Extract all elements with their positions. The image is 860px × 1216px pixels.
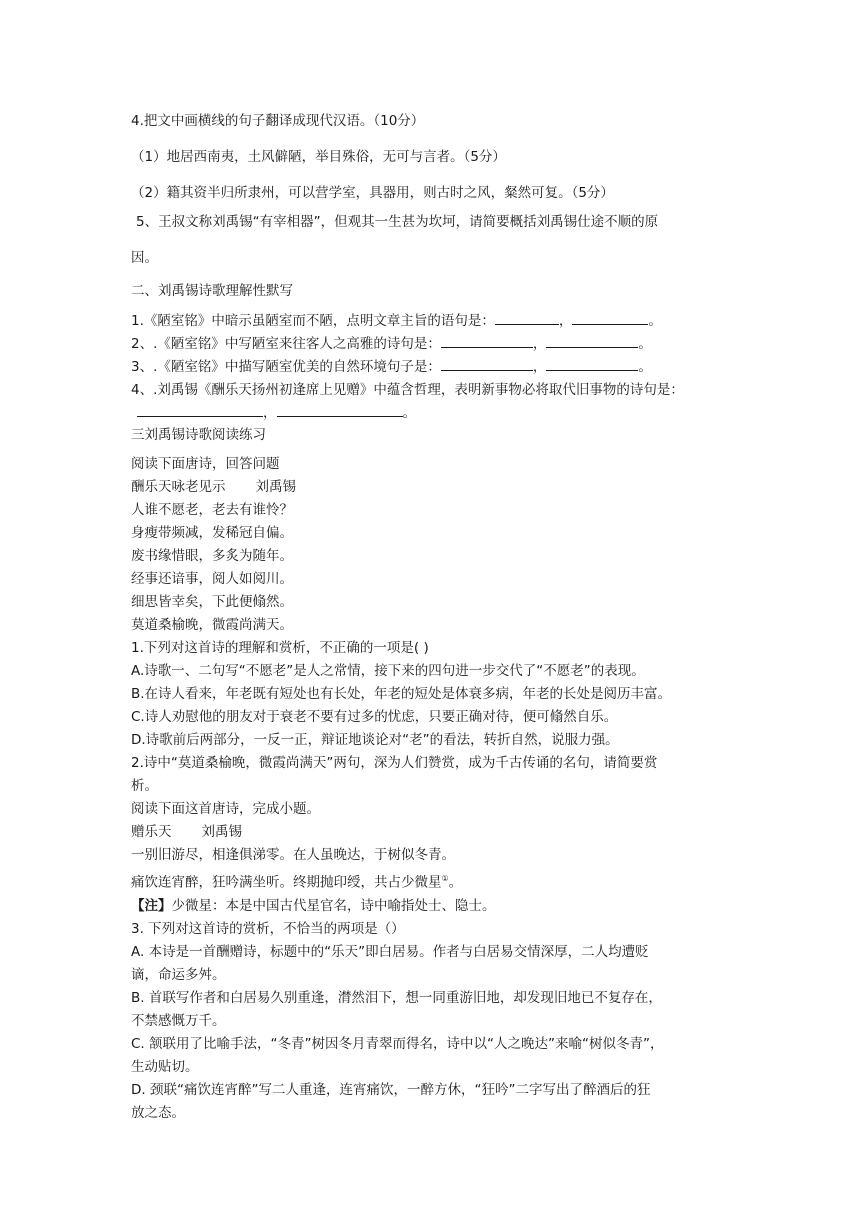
poem-1-line: 细思皆幸矣，下此便翛然。: [131, 594, 293, 610]
poem-2-heading: [131, 821, 735, 844]
answer-blank[interactable]: [546, 333, 638, 348]
fill-blank-item-4-answers: ， 。: [131, 402, 735, 425]
reading-intro-1: 阅读下面唐诗，回答问题: [131, 456, 280, 472]
section-2: [131, 280, 735, 425]
footnote-marker: ①: [441, 874, 449, 883]
fill-blank-item-1: 1.《陋室铭》中暗示虽陋室而不陋，点明文章主旨的语句是： ， 。: [131, 310, 735, 333]
question-1-option-b: B.在诗人看来，年老既有短处也有长处，年老的短处是体衰多病，年老的长处是阅历丰富。: [131, 686, 672, 702]
question-1-option-c: C.诗人劝慰他的朋友对于衰老不要有过多的忧虑，只要正确对待，便可翛然自乐。: [131, 709, 618, 725]
answer-blank[interactable]: [495, 310, 559, 325]
answer-blank[interactable]: [441, 356, 533, 371]
answer-blank[interactable]: [441, 333, 533, 348]
poem-1-line: 身瘦带频减，发稀冠自偏。: [131, 525, 293, 541]
answer-blank[interactable]: [277, 402, 403, 417]
fill-blank-item-4: 4、.刘禹锡《酬乐天扬州初逢席上见赠》中蕴含哲理，表明新事物必将取代旧事物的诗句是：: [131, 382, 684, 398]
fill-blank-item-2: 2、.《陋室铭》中写陋室来往客人之高雅的诗句是： ， 。: [131, 333, 735, 356]
note-text: 少微星：本是中国古代星官名，诗中喻指处士、隐士。: [171, 897, 496, 914]
section-2-heading: 二、刘禹锡诗歌理解性默写: [131, 283, 293, 299]
question-4-part-1: （1）地居西南夷，土风僻陋，举目殊俗，无可与言者。（5分）: [131, 149, 506, 165]
question-1-option-a: A.诗歌一、二句写“不愿老”是人之常情，接下来的四句进一步交代了“不愿老”的表现。: [131, 663, 645, 679]
poem-1-author: 刘禹锡: [255, 479, 296, 495]
question-2-line-1: 2.诗中“莫道桑榆晚，微霞尚满天”两句，深为人们赞赏，成为千古传诵的名句，请简要赏: [131, 755, 658, 771]
question-3-option-c: C. 颔联用了比喻手法，“冬青”树因冬月青翠而得名，诗中以“人之晚达”来喻“树似冬青”，: [131, 1035, 664, 1052]
section-3: [131, 424, 735, 1125]
question-4-title: 4.把文中画横线的句子翻译成现代汉语。（10分）: [131, 113, 425, 129]
poem-2-line-2: 痛饮连宵醉，狂吟满坐听。终期抛印绶，共占少微星①。: [131, 874, 463, 891]
question-3-option-a-cont: 谪，命运多舛。: [131, 966, 226, 983]
answer-blank[interactable]: [572, 310, 648, 325]
note-label: 【注】: [131, 897, 172, 914]
question-3-option-d-cont: 放之态。: [131, 1104, 185, 1121]
reading-intro-2: 阅读下面这首唐诗，完成小题。: [131, 801, 320, 817]
poem-1-title: 酬乐天咏老见示: [131, 479, 226, 495]
poem-1-line: 经事还谙事，阅人如阅川。: [131, 571, 293, 587]
question-3-option-b-cont: 不禁感慨万千。: [131, 1012, 226, 1029]
answer-blank[interactable]: [137, 402, 263, 417]
question-1: 1.下列对这首诗的理解和赏析，不正确的一项是( ): [131, 640, 429, 656]
poem-2-line-1: 一别旧游尽，相逢俱涕零。在人虽晚达，于树似冬青。: [131, 847, 455, 863]
poem-1-line: 废书缘惜眼，多炙为随年。: [131, 548, 293, 564]
question-5-line-2: 因。: [131, 250, 158, 266]
fill-blank-item-3: 3、.《陋室铭》中描写陋室优美的自然环境句子是： ， 。: [131, 356, 735, 379]
question-4: [131, 110, 735, 218]
question-1-option-d: D.诗歌前后两部分，一反一正，辩证地谈论对“老”的看法，转折自然，说服力强。: [131, 732, 619, 748]
question-3-option-b: B. 首联写作者和白居易久别重逢，潸然泪下，想一同重游旧地，却发现旧地已不复存在，: [131, 989, 662, 1006]
poem-2-title: 赠乐天: [131, 824, 172, 840]
question-3-option-c-cont: 生动贴切。: [131, 1058, 199, 1075]
section-3-heading: 三刘禹锡诗歌阅读练习: [131, 427, 266, 443]
question-4-part-2: （2）籍其资半归所隶州，可以营学室，具器用，则古时之风，粲然可复。（5分）: [131, 185, 614, 201]
question-3-option-d: D. 颈联“痛饮连宵醉”写二人重逢，连宵痛饮，一醉方休，“狂吟”二字写出了醉酒后的狂: [131, 1081, 651, 1098]
question-3-option-a: A. 本诗是一首酬赠诗，标题中的“乐天”即白居易。作者与白居易交情深厚，二人均遭贬: [131, 943, 649, 960]
question-3: 3. 下列对这首诗的赏析，不恰当的两项是（）: [131, 920, 405, 937]
poem-1-line: 人谁不愿老，老去有谁怜？: [131, 502, 293, 518]
question-5: [131, 211, 740, 270]
answer-blank[interactable]: [546, 356, 638, 371]
poem-note: [131, 895, 735, 918]
question-5-line-1: 5、王叔文称刘禹锡“有宰相器”，但观其一生甚为坎坷，请简要概括刘禹锡仕途不顺的原: [136, 214, 659, 230]
poem-1-heading: [131, 476, 735, 499]
poem-1-line: 莫道桑榆晚，微霞尚满天。: [131, 617, 293, 633]
poem-2-author: 刘禹锡: [201, 824, 242, 840]
question-2-line-2: 析。: [131, 778, 158, 794]
